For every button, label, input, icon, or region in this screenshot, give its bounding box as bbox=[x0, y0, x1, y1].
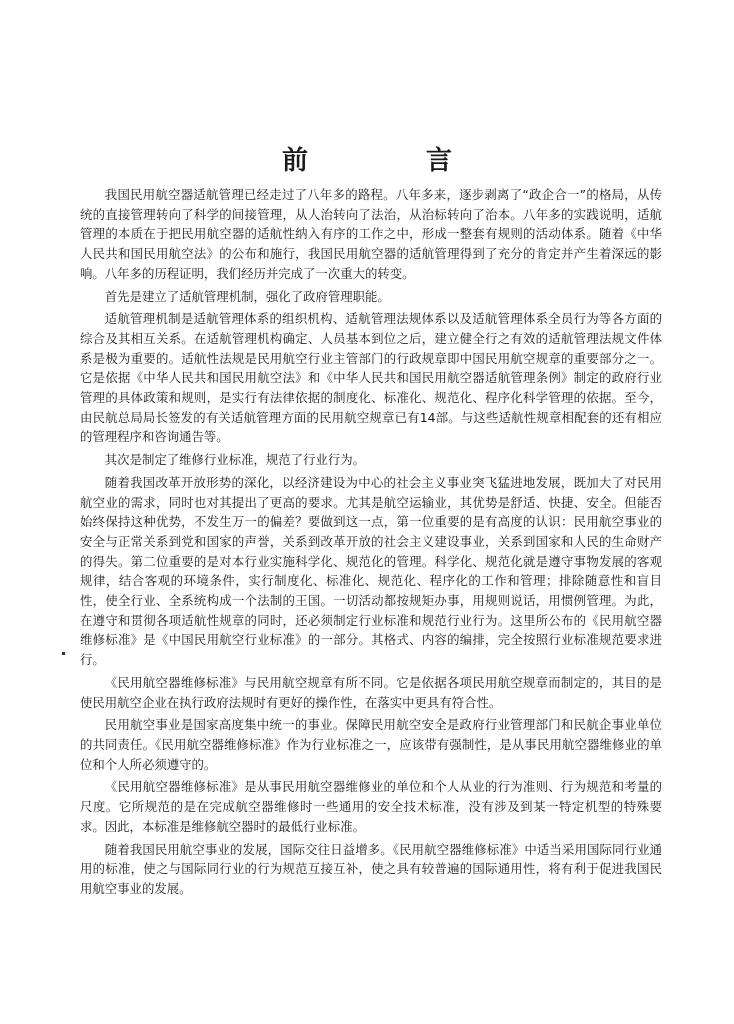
paragraph-7: 民用航空事业是国家高度集中统一的事业。保障民用航空安全是政府行业管理部门和民航企事业单位的共同责任。《民用航空器维修标准》作为行业标准之一，应该带有强制性，是从事民用航空器维修业的单位和个人所必须遵守的。 bbox=[80, 717, 662, 772]
paragraph-3: 适航管理机制是适航管理体系的组织机构、适航管理法规体系以及适航管理体系全员行为等各方面的综合及其相互关系。在适航管理机构确定、人员基本到位之后，建立健全行之有效的适航管理法规文件体系是极为重要的。适航性法规是民用航空行业主管部门的行政规章即中国民用航空规章的重要部分之一。它是依据《中华人民共和国民用航空法》和《中华人民共和国民用航空器适航管理条例》制定的政府行业管理的具体政策和规则，是实行有法律依据的制度化、标准化、规范化、程序化科学管理的依据。至今，由民航总局局长签发的有关适航管理方面的民用航空规章已有14部。与这些适航性规章相配套的还有相应的管理程序和咨询通告等。 bbox=[80, 311, 662, 445]
title-char-left: 前 bbox=[281, 146, 308, 176]
paragraph-4: 其次是制定了维修行业标准，规范了行业行为。 bbox=[104, 452, 365, 468]
paragraph-6: 《民用航空器维修标准》与民用航空规章有所不同。它是依据各项民用航空规章而制定的，其目的是使民用航空企业在执行政府法规时有更好的操作性，在落实中更具有符合性。 bbox=[80, 674, 662, 710]
preface-body bbox=[80, 185, 662, 899]
title-char-right: 言 bbox=[426, 146, 453, 176]
page-title bbox=[0, 140, 734, 177]
paragraph-9: 随着我国民用航空事业的发展，国际交往日益增多。《民用航空器维修标准》中适当采用国际同行业通用的标准，使之与国际同行业的行为规范互接互补，使之具有较普遍的国际通用性，将有利于促进我国民用航空事业的发展。 bbox=[80, 841, 662, 896]
paragraph-8: 《民用航空器维修标准》是从事民用航空器维修业的单位和个人从业的行为准则、行为规范和考量的尺度。它所规范的是在完成航空器维修时一些通用的安全技术标准，没有涉及到某一特定机型的特殊要求。因此，本标准是维修航空器时的最低行业标准。 bbox=[80, 779, 662, 834]
scan-speck bbox=[62, 652, 65, 655]
paragraph-1: 我国民用航空器适航管理已经走过了八年多的路程。八年多来，逐步剥离了“政企合一”的格局，从传统的直接管理转向了科学的间接管理，从人治转向了法治，从治标转向了治本。八年多的实践说明，适航管理的本质在于把民用航空器的适航性纳入有序的工作之中，形成一整套有规则的活动体系。随着《中华人民共和国民用航空法》的公布和施行，我国民用航空器的适航管理得到了充分的肯定并产生着深远的影响。八年多的历程证明，我们经历并完成了一次重大的转变。 bbox=[80, 187, 662, 281]
paragraph-2: 首先是建立了适航管理机制，强化了政府管理职能。 bbox=[104, 288, 390, 304]
paragraph-5: 随着我国改革开放形势的深化，以经济建设为中心的社会主义事业突飞猛进地发展，既加大了对民用航空业的需求，同时也对其提出了更高的要求。尤其是航空运输业，其优势是舒适、快捷、安全。但能否始终保持这种优势，不发生万一的偏差？要做到这一点，第一位重要的是有高度的认识：民用航空事业的安全与正常关系到党和国家的声誉，关系到改革开放的社会主义建设事业，关系到国家和人民的生命财产的得失。第二位重要的是对本行业实施科学化、规范化的管理。科学化、规范化就是遵守事物发展的客观规律，结合客观的环境条件，实行制度化、标准化、规范化、程序化的工作和管理；排除随意性和盲目性，使全行业、全系统构成一个法制的王国。一切活动都按规矩办事，用规则说话，用惯例管理。为此，在遵守和贯彻各项适航性规章的同时，还必须制定行业标准和规范行业行为。这里所公布的《民用航空器维修标准》是《中国民用航空行业标准》的一部分。其格式、内容的编排，完全按照行业标准规范要求进行。 bbox=[80, 474, 662, 668]
